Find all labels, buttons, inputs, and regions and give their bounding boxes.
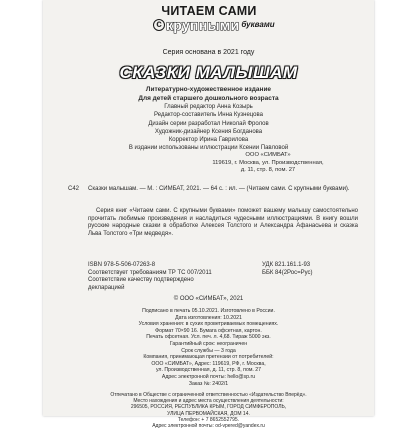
print-line: ООО «СИМБАТ», Адрес: 119619, РФ, г. Москва, bbox=[151, 360, 266, 367]
printer-line: Место нахождения и адрес места осуществления деятельности: bbox=[133, 398, 284, 405]
print-line: Условия хранения: в сухих проветриваемых помещениях. bbox=[138, 321, 279, 328]
author-sign: С42 bbox=[68, 186, 80, 192]
printer-line: 296505, РОССИЯ, РЕСПУБЛИКА КРЫМ, ГОРОД СИМФЕРОПОЛЬ, bbox=[130, 404, 287, 411]
series-small-word: буквами bbox=[241, 20, 275, 29]
edition-audience: Для детей старшего дошкольного возраста bbox=[138, 94, 279, 102]
publisher-address bbox=[198, 152, 338, 175]
publisher-line: 119619, г. Москва, ул. Производственная, bbox=[212, 159, 324, 166]
copyright-notice: © ООО «СИМБАТ», 2021 bbox=[173, 296, 244, 302]
series-big-word: крупными bbox=[166, 17, 240, 33]
printer-line: УЛИЦА ПЕРВОМАЙСКАЯ, ДОМ 14. bbox=[167, 410, 250, 417]
publisher-line: д. 11, стр. 8, пом. 27 bbox=[240, 167, 296, 174]
printer-line: Отпечатано в Обществе с ограниченной ответственностью «Издательство Вперёд». bbox=[110, 392, 307, 398]
credit-line: Корректор Ирина Гаврилова bbox=[168, 137, 249, 144]
book-imprint-page bbox=[43, 0, 374, 429]
credit-line: Художник-дизайнер Ксения Богданова bbox=[154, 128, 263, 135]
isbn-line: декларацией bbox=[88, 284, 125, 291]
print-line: Заказ №: 2402/1 bbox=[188, 380, 229, 387]
print-line: Формат 70×90 16. Бумага офсетная, картон. bbox=[155, 327, 262, 334]
isbn-line: Соответствует требованиям ТР ТС 007/2011 bbox=[88, 269, 212, 276]
bbk-line: ББК 84(2Рос=Рус) bbox=[262, 269, 313, 276]
print-details bbox=[43, 308, 374, 387]
series-name-bottom bbox=[153, 17, 275, 33]
series-founded: Серия основана в 2021 году bbox=[162, 49, 255, 56]
series-name-top: ЧИТАЕМ САМИ bbox=[161, 4, 257, 18]
series-s-letter: с bbox=[153, 19, 165, 31]
print-line: Адрес электронной почты: hello@sp.ru bbox=[161, 373, 256, 380]
annotation: Серия книг «Читаем сами. С крупными буквами» поможет вашему малышу самостоятельно прочитать любимые произведения и насладиться чудесными иллюстрациями. В книгу вошли русские народные сказки в обработке Алексея Толстого и Александра Афанасьева и сказка Льва Толстого «Три медведя». bbox=[88, 208, 358, 237]
print-line: Гарантийный срок: неограничен bbox=[169, 340, 248, 347]
isbn-line: ISBN 978-5-506-07263-8 bbox=[88, 262, 156, 268]
print-line: Дата изготовления: 10.2021 bbox=[175, 314, 242, 321]
print-line: ул. Производственная, д. 11, стр. 8, пом. 27 bbox=[155, 367, 262, 374]
credit-line: Дизайн серии разработал Николай Фролов bbox=[148, 120, 269, 127]
isbn-block bbox=[88, 262, 248, 292]
printer-details bbox=[43, 392, 374, 429]
udk-line: УДК 821.161.1-93 bbox=[262, 262, 311, 268]
book-title: СКАЗКИ МАЛЫШАМ bbox=[119, 63, 298, 82]
credit-line: Главный редактор Анна Козырь bbox=[164, 104, 253, 110]
credit-line: Редактор-составитель Инна Кузнецова bbox=[154, 112, 263, 119]
print-line: Компания, принимающая претензии от потребителей: bbox=[143, 354, 274, 361]
bibliographic-record: Сказки малышам. — М. : СИМБАТ, 2021. — 64 с. : ил. — (Читаем сами. С крупными буквами). bbox=[88, 186, 350, 192]
printer-line: Адрес электронной почты: od-vpered@yandex.ru bbox=[152, 423, 265, 429]
classification-block bbox=[262, 262, 352, 277]
edition-info bbox=[43, 86, 374, 153]
credit-line: В издании использованы иллюстрации Ксении Павловой bbox=[128, 145, 289, 152]
series-logo bbox=[153, 4, 275, 47]
edition-type: Литературно-художественное издание bbox=[145, 86, 272, 93]
publisher-line: ООО «СИМБАТ» bbox=[245, 152, 291, 158]
print-line: Печать офсетная. Усл. печ. л. 4,68. Тираж 5000 экз. bbox=[146, 334, 271, 341]
printer-line: Телефон: + 7 8652552795. bbox=[177, 416, 240, 423]
isbn-line: Соответствие качеству подтверждено bbox=[88, 277, 194, 284]
print-line: Срок службы — 3 года bbox=[181, 347, 236, 354]
print-line: Подписано в печать 05.10.2021. Изготовлено в России. bbox=[142, 308, 275, 314]
